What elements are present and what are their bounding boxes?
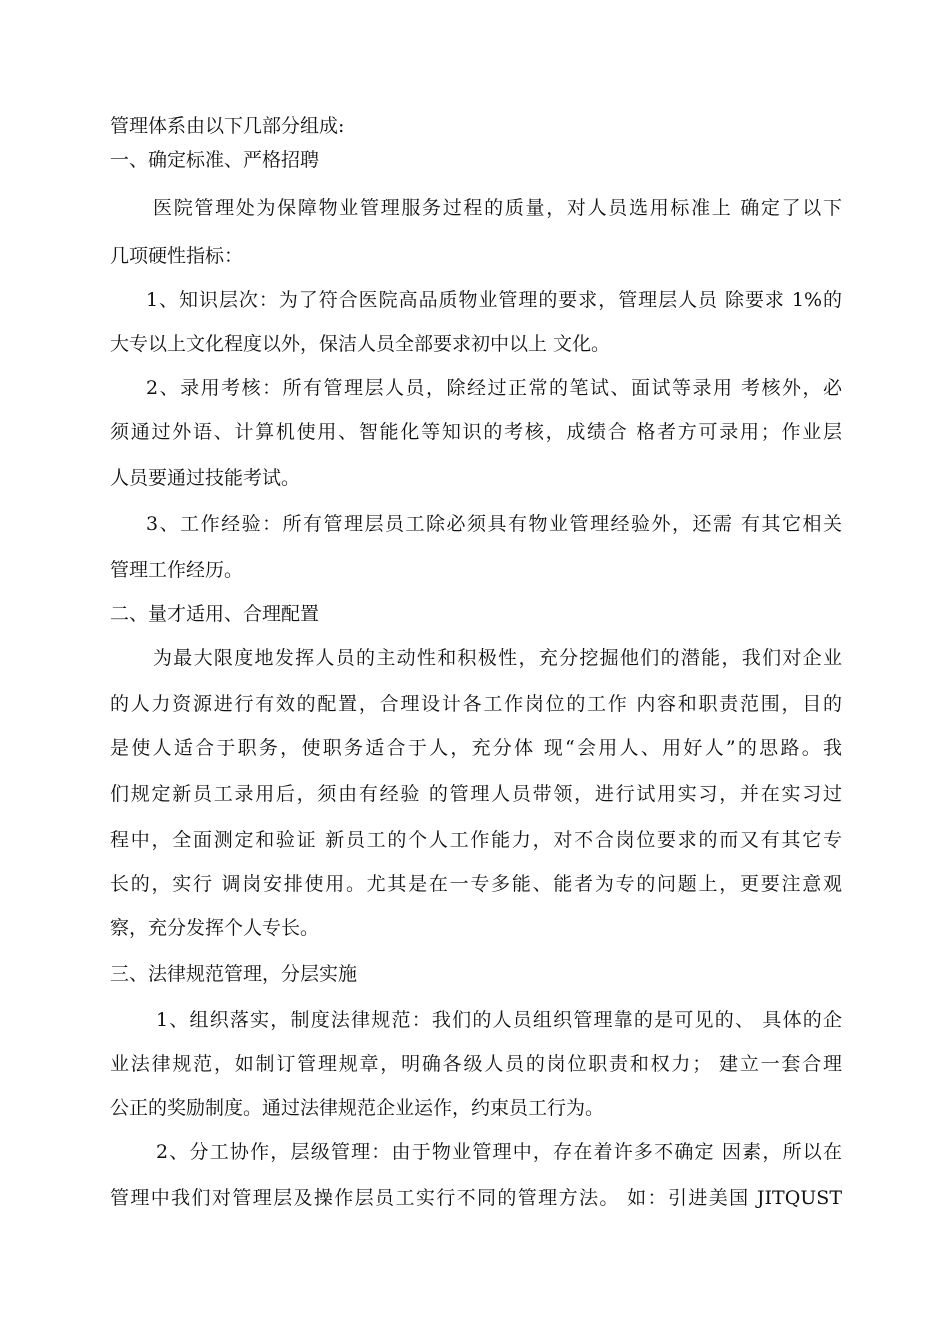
section-3-item-2-line: 2、分工协作，层级管理：由于物业管理中，存在着许多不确定 因素，所以在 xyxy=(156,1141,842,1163)
section-1-paragraph-line: 医院管理处为保障物业管理服务过程的质量，对人员选用标准上 确定了以下 xyxy=(153,197,842,219)
section-3-item-1-line: 业法律规范，如制订管理规章，明确各级人员的岗位职责和权力； 建立一套合理 xyxy=(110,1053,842,1075)
section-2-heading: 二、量才适用、合理配置 xyxy=(110,603,320,625)
section-1-item-1-line: 大专以上文化程度以外，保洁人员全部要求初中以上 文化。 xyxy=(110,333,611,355)
section-1-item-1-line: 1、知识层次：为了符合医院高品质物业管理的要求，管理层人员 除要求 1%的 xyxy=(146,289,842,311)
section-2-paragraph-line: 们规定新员工录用后，须由有经验 的管理人员带领，进行试用实习，并在实习过 xyxy=(110,783,842,805)
section-3-item-1-line: 公正的奖励制度。通过法律规范企业运作，约束员工行为。 xyxy=(110,1097,605,1119)
section-2-paragraph-line: 程中，全面测定和验证 新员工的个人工作能力，对不合岗位要求的而又有其它专 xyxy=(110,829,842,851)
section-2-paragraph-line: 为最大限度地发挥人员的主动性和积极性，充分挖掘他们的潜能，我们对企业 xyxy=(153,647,842,669)
section-2-paragraph-line: 的人力资源进行有效的配置，合理设计各工作岗位的工作 内容和职责范围，目的 xyxy=(110,693,842,715)
section-3-item-1-line: 1、组织落实，制度法律规范：我们的人员组织管理靠的是可见的、 具体的企 xyxy=(156,1009,842,1031)
section-2-paragraph-line: 察，充分发挥个人专长。 xyxy=(110,917,320,939)
section-2-paragraph-line: 长的，实行 调岗安排使用。尤其是在一专多能、能者为专的问题上，更要注意观 xyxy=(110,873,842,895)
section-1-item-2-line: 须通过外语、计算机使用、智能化等知识的考核，成绩合 格者方可录用；作业层 xyxy=(110,421,842,443)
section-3-heading: 三、法律规范管理，分层实施 xyxy=(110,963,358,985)
section-2-paragraph-line: 是使人适合于职务，使职务适合于人，充分体 现“会用人、用好人”的思路。我 xyxy=(110,737,842,759)
section-1-item-3-line: 管理工作经历。 xyxy=(110,559,244,581)
intro-text: 管理体系由以下几部分组成: xyxy=(110,115,345,137)
section-1-item-3-line: 3、工作经验：所有管理层员工除必须具有物业管理经验外，还需 有其它相关 xyxy=(146,513,842,535)
section-1-item-2-line: 人员要通过技能考试。 xyxy=(110,467,301,489)
section-1-paragraph-line: 几项硬性指标： xyxy=(110,245,244,267)
section-3-item-2-line: 管理中我们对管理层及操作层员工实行不同的管理方法。 如：引进美国 JITQUST xyxy=(110,1187,842,1209)
section-1-item-2-line: 2、录用考核：所有管理层人员，除经过正常的笔试、面试等录用 考核外，必 xyxy=(146,377,842,399)
section-1-heading: 一、确定标准、严格招聘 xyxy=(110,149,320,171)
